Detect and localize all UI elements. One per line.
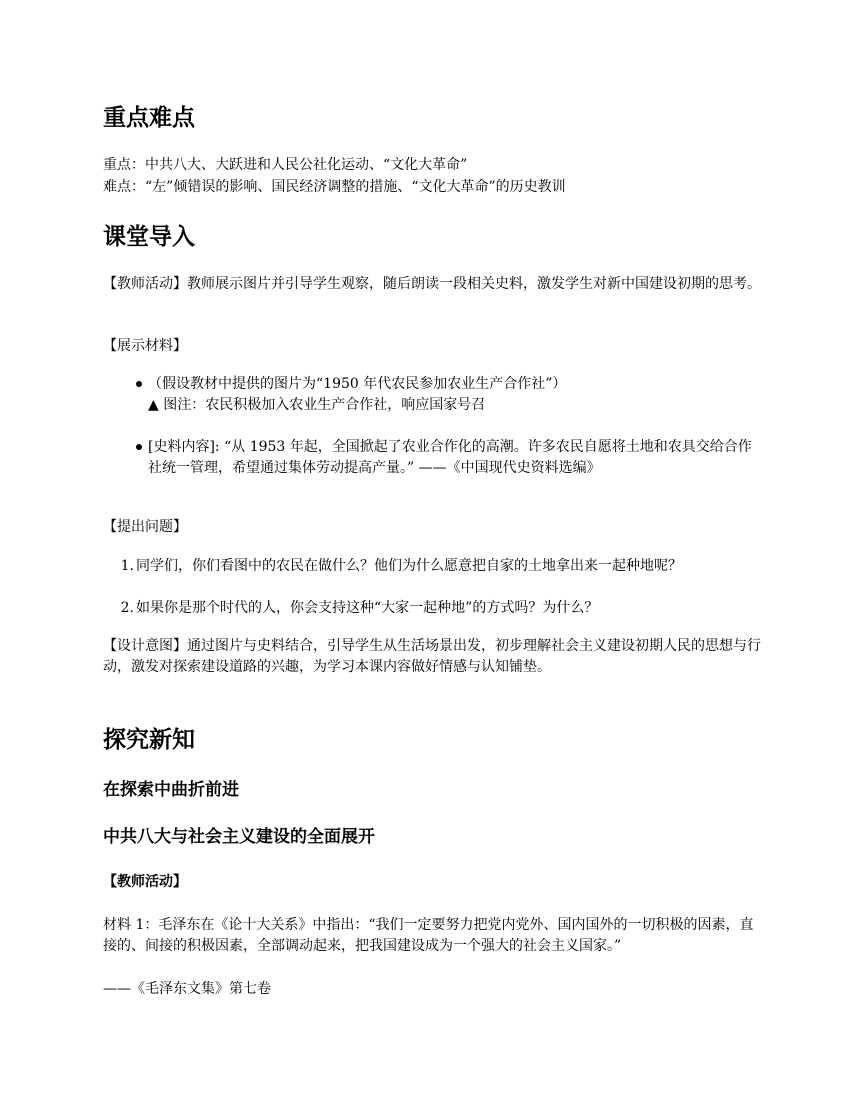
- teacher-activity-label: 【教师活动】: [103, 874, 187, 890]
- questions-label: 【提出问题】: [103, 519, 187, 535]
- question-item: [120, 556, 763, 577]
- question-text: 同学们，你们看图中的农民在做什么？他们为什么愿意把自家的土地拿出来一起种地呢？: [136, 558, 682, 574]
- bullet-icon: [136, 381, 142, 387]
- design-intent: 【设计意图】通过图片与史料结合，引导学生从生活场景出发，初步理解社会主义建设初期人民的思想与行动，激发对探索建设道路的兴趣，为学习本课内容做好情感与认知铺垫。: [103, 638, 761, 675]
- list-item: [148, 374, 775, 416]
- intro-teacher-activity: 【教师活动】教师展示图片并引导学生观察，随后朗读一段相关史料，激发学生对新中国建设初期的思考。: [103, 276, 761, 292]
- list-item: [148, 437, 763, 479]
- material-historical-text: [史料内容]: “从 1953 年起，全国掀起了农业合作化的高潮。许多农民自愿将土地和农具交给合作社统一管理，希望通过集体劳动提高产量。” ——《中国现代史资料选编》: [148, 439, 752, 476]
- heading-intro: 课堂导入: [103, 224, 195, 250]
- difficulty-line: 难点：“左”倾错误的影响、国民经济调整的措施、“文化大革命”的历史教训: [103, 179, 566, 195]
- question-number: 1.: [120, 558, 134, 574]
- question-text: 如果你是那个时代的人，你会支持这种“大家一起种地”的方式吗？为什么？: [136, 600, 599, 616]
- focus-line: 重点：中共八大、大跃进和人民公社化运动、“文化大革命”: [103, 157, 468, 173]
- material-image-caption: （假设教材中提供的图片为“1950 年代农民参加农业生产合作社”）: [148, 376, 567, 392]
- question-item: [120, 598, 763, 619]
- material-image-note: ▲ 图注：农民积极加入农业生产合作社，响应国家号召: [148, 397, 486, 413]
- question-number: 2.: [120, 600, 134, 616]
- bullet-icon: [136, 444, 142, 450]
- subheading-explore-path: 在探索中曲折前进: [103, 780, 239, 800]
- heading-explore: 探究新知: [103, 727, 195, 753]
- material-1: 材料 1：毛泽东在《论十大关系》中指出：“我们一定要努力把党内党外、国内国外的一切积极的因素，直接的、间接的积极因素，全部调动起来，把我国建设成为一个强大的社会主义国家。”: [103, 917, 754, 954]
- subheading-eighth-congress: 中共八大与社会主义建设的全面展开: [103, 827, 375, 847]
- material-1-source: ——《毛泽东文集》第七卷: [103, 981, 271, 997]
- heading-key-points: 重点难点: [103, 105, 195, 131]
- materials-label: 【展示材料】: [103, 338, 187, 354]
